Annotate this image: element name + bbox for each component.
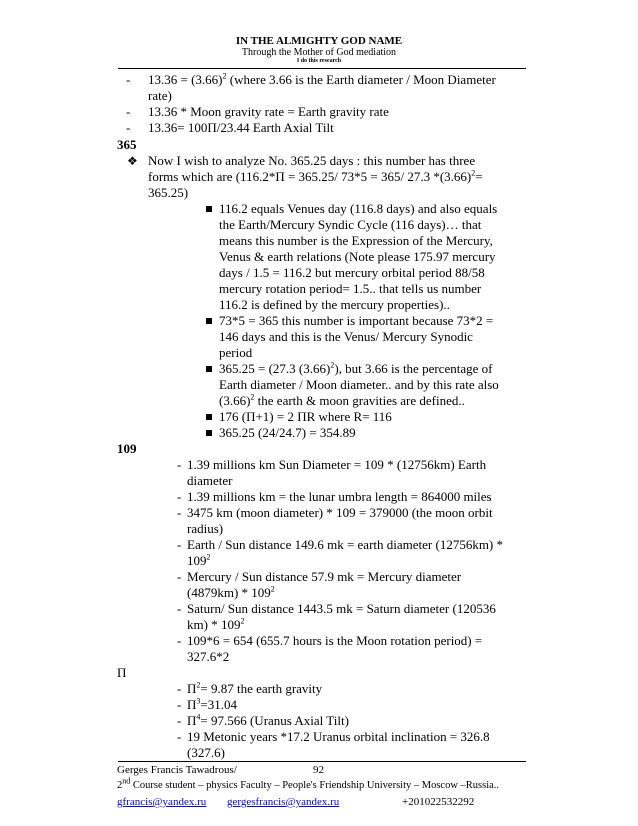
text-line: radius) [187,521,224,536]
text-line: $km) * 109^2$ [187,616,245,632]
dash-bullet: - [177,713,182,728]
header-title: IN THE ALMIGHTY GOD NAME [235,35,403,47]
footer-rule [118,761,526,762]
text-line: Earth diameter / Moon diameter.. and by this rate also [219,377,499,392]
text-line: the Earth/Mercury Syndic Cycle (116 days)… that [219,217,482,232]
section-heading-109: 109 [117,441,137,456]
text-line: 13.36= 100Π/23.44 Earth Axial Tilt [148,120,334,135]
footer-author: Gerges Francis Tawadrous/ [117,764,237,776]
text-line: 365.25) [148,185,189,200]
text-line: $(4879km) * 109^2$ [187,584,275,600]
text-line: $(3.66)^2$ the earth & moon gravities are defined.. [219,392,465,408]
dash-bullet: - [177,601,182,616]
header-rule [118,68,526,69]
text-line: Venus & earth relations (Note please 175.97 mercury [219,249,496,264]
header-note: I do this research [296,58,342,64]
dash-bullet: - [177,505,182,520]
square-bullet-icon [206,414,212,420]
dash-bullet: - [177,697,182,712]
square-bullet-icon [206,318,212,324]
footer-phone: +201022532292 [402,796,475,808]
square-bullet-icon [206,206,212,212]
text-line: forms which are (116.2*Π = 365.25/ 73*5 = 365/ 27.3 $*(3.66)^2=$ [148,168,483,184]
text-line: diameter [187,473,233,488]
text-line: $\Pi^3=31.04$ [187,696,237,712]
text-line: mercury rotation period= 1.5.. that tells us number [219,281,482,296]
text-line: 116.2 is defined by the mercury properties).. [219,297,450,312]
dash-bullet: - [177,489,182,504]
header-subtitle: Through the Mother of God mediation [241,47,397,58]
text-line: 365.25 = (27.3 $(3.66)^2$), but 3.66 is the percentage of [219,360,493,376]
dash-bullet: - [177,633,182,648]
text-line: 13.36 * Moon gravity rate = Earth gravity rate [148,104,389,119]
diamond-bullet-icon: ❖ [127,154,138,168]
dash-bullet: - [177,457,182,472]
text-line: 73*5 = 365 this number is important because 73*2 = [219,313,494,328]
dash-bullet: - [177,537,182,552]
dash-bullet: - [177,729,182,744]
text-line: rate) [148,88,172,103]
dash-bullet: - [126,72,131,87]
dash-bullet: - [177,569,182,584]
email-link-2[interactable]: gergesfrancis@yandex.ru [227,796,340,808]
text-line: $109^2$ [187,552,211,568]
text-line: 365.25 (24/24.7) = 354.89 [219,425,356,440]
text-line: 327.6*2 [187,649,230,664]
text-line: Mercury / Sun distance 57.9 mk = Mercury diameter [187,569,462,584]
text-line: means this number is the Expression of the Mercury, [219,233,493,248]
text-line: (327.6) [187,745,225,760]
square-bullet-icon [206,430,212,436]
text-line: $13.36 = (3.66)^2$ (where 3.66 is the Earth diameter / Moon Diameter [148,71,496,87]
text-line: Earth / Sun distance 149.6 mk = earth diameter (12756km) * [187,537,504,552]
text-line: 3475 km (moon diameter) * 109 = 379000 (the moon orbit [187,505,493,520]
text-line: 1.39 millions km = the lunar umbra length = 864000 miles [187,489,492,504]
text-line: 1.39 millions km Sun Diameter = 109 * (12756km) Earth [187,457,487,472]
dash-bullet: - [126,104,131,119]
text-line: Now I wish to analyze No. 365.25 days : this number has three [148,153,476,168]
text-line: $\Pi^2= 9.87$ the earth gravity [187,680,323,696]
dash-bullet: - [126,120,131,135]
text-line: 146 days and this is the Venus/ Mercury Synodic [219,329,473,344]
email-link-1[interactable]: gfrancis@yandex.ru [117,796,207,808]
text-line: 19 Metonic years *17.2 Uranus orbital inclination = 326.8 [187,729,490,744]
text-line: Saturn/ Sun distance 1443.5 mk = Saturn diameter (120536 [187,601,496,616]
text-line: 176 (Π+1) = 2 ΠR where R= 116 [219,409,392,424]
text-line: 109*6 = 654 (655.7 hours is the Moon rotation period) = [187,633,483,648]
text-line: days / 1.5 = 116.2 but mercury orbital period 88/58 [219,265,485,280]
section-heading-365: 365 [117,137,137,152]
page-number: 92 [313,764,324,776]
square-bullet-icon [206,366,212,372]
section-heading-pi: Π [117,665,127,680]
dash-bullet: - [177,681,182,696]
text-line: 116.2 equals Venues day (116.8 days) and also equals [219,201,498,216]
text-line: period [219,345,253,360]
text-line: $\Pi^4= 97.566$ (Uranus Axial Tilt) [187,712,349,728]
footer-affiliation: 2nd Course student – physics Faculty – People's Friendship University – Moscow –Russia.. [117,776,500,791]
